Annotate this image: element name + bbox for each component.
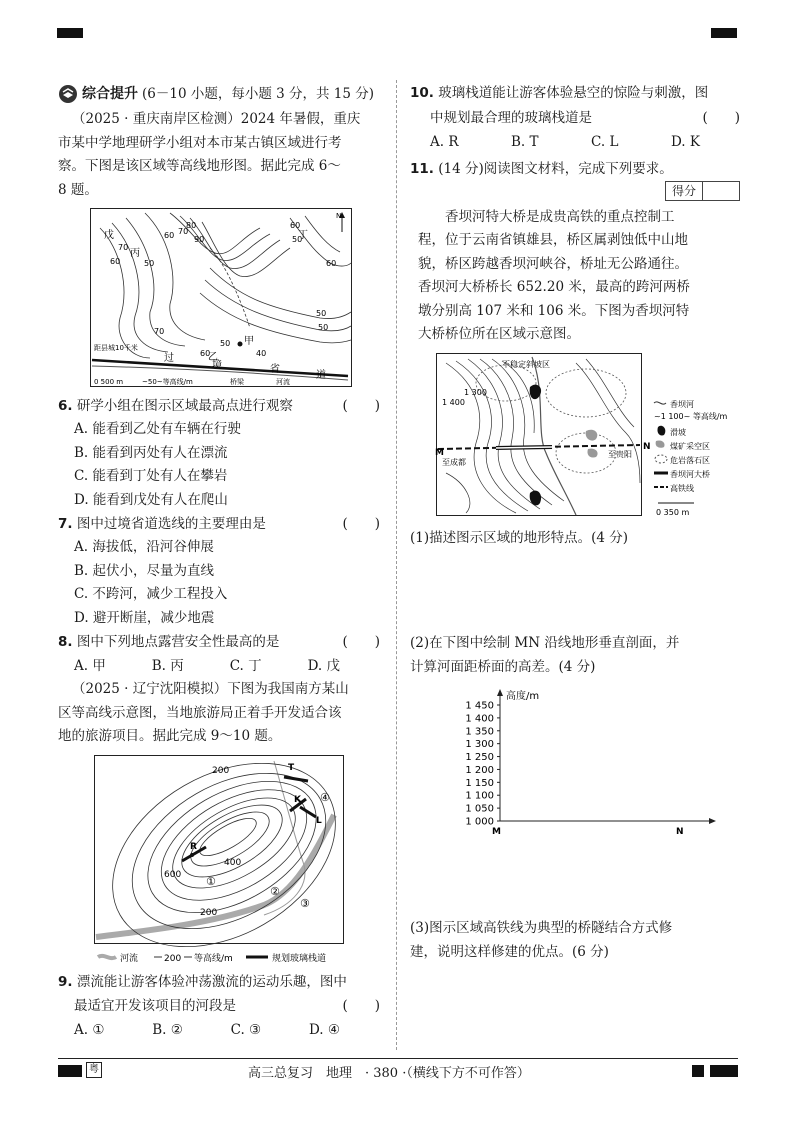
map1-contour: 70 xyxy=(118,243,129,252)
q11-material-line: 貌，桥区跨越香坝河峡谷，桥址无公路通往。 xyxy=(418,255,688,272)
map2-legend: 河流 xyxy=(120,953,139,964)
question-10 xyxy=(410,82,740,154)
q11-material-line: 香坝河大桥桥长 652.20 米，最高的跨河两桥 xyxy=(418,279,690,295)
intro2-line: 地的旅游项目。据此完成 9～10 题。 xyxy=(58,728,282,744)
q6-stem: 研学小组在图示区域最高点进行观察 xyxy=(76,398,293,414)
q9-num: 9. xyxy=(58,973,73,990)
profile-ytick-label: 1 200 xyxy=(465,764,494,776)
right-column xyxy=(410,82,740,1024)
q7-option[interactable]: B. 起伏小，尽量为直线 xyxy=(74,562,215,579)
q6-option[interactable]: C. 能看到丁处有人在攀岩 xyxy=(74,468,228,484)
profile-ytick-label: 1 450 xyxy=(465,700,494,712)
map3-scale: 0 350 m xyxy=(656,507,690,517)
map2-point: R xyxy=(190,841,197,852)
q9-option[interactable]: C. ③ xyxy=(230,1022,262,1038)
map2-legend: 等高线/m xyxy=(194,953,233,964)
map3-legend: 危岩落石区 xyxy=(670,455,710,465)
bridge-region-map xyxy=(436,353,736,521)
map3-label: 至贵阳 xyxy=(608,449,632,459)
q11-material xyxy=(410,205,740,347)
map1-contour: 70 xyxy=(154,327,165,336)
question-9 xyxy=(58,971,380,1043)
q11-stem: (14 分)阅读图文材料，完成下列要求。 xyxy=(438,160,673,177)
q7-stem: 图中过境省道选线的主要理由是 xyxy=(76,516,266,532)
q6-option[interactable]: B. 能看到丙处有人在漂流 xyxy=(74,444,228,461)
q8-option[interactable]: D. 戊 xyxy=(307,658,340,674)
q11-part2-line: 计算河面距桥面的高差。(4 分) xyxy=(410,658,596,675)
section-header xyxy=(58,82,380,106)
intro-6-8 xyxy=(58,108,380,202)
map3-legend: 煤矿采空区 xyxy=(670,441,710,451)
q6-option[interactable]: D. 能看到戊处有人在爬山 xyxy=(74,491,228,508)
contour-map-2-svg xyxy=(94,755,344,965)
q10-option[interactable]: C. L xyxy=(591,133,619,150)
map3-legend: 高铁线 xyxy=(670,483,694,493)
footer-mark-right-small xyxy=(692,1065,704,1077)
map2-legend: 规划玻璃栈道 xyxy=(272,953,327,964)
map1-north: N xyxy=(336,212,342,220)
bridge-region-map-svg xyxy=(436,353,736,521)
q8-option[interactable]: C. 丁 xyxy=(229,658,262,674)
score-box xyxy=(665,181,740,201)
map3-legend: 香坝河 xyxy=(670,399,694,409)
q7-option[interactable]: A. 海拔低，沿河谷伸展 xyxy=(74,539,214,555)
q7-option[interactable]: D. 避开断崖，减少地震 xyxy=(74,609,215,626)
map1-label: 过 xyxy=(164,353,174,364)
score-field[interactable] xyxy=(703,182,739,200)
q10-bracket[interactable]: ( ) xyxy=(702,109,740,126)
question-8 xyxy=(58,630,380,678)
q9-option[interactable]: D. ④ xyxy=(308,1022,340,1038)
intro1-line: 8 题。 xyxy=(58,181,98,198)
q11-part3-line: 建，说明这样修建的优点。(6 分) xyxy=(410,943,609,960)
left-column xyxy=(58,82,380,1042)
q8-stem: 图中下列地点露营安全性最高的是 xyxy=(76,634,280,650)
map1-contour: 70 xyxy=(178,227,189,236)
map1-label: 境 xyxy=(212,360,222,371)
q11-material-line: 大桥桥位所在区域示意图。 xyxy=(418,326,580,342)
map3-legend: 香坝河大桥 xyxy=(670,469,710,479)
q9-bracket[interactable]: ( ) xyxy=(342,998,380,1014)
map2-segment: ② xyxy=(270,884,280,898)
map2-contour: 400 xyxy=(224,857,242,868)
map1-contour: 60 xyxy=(164,231,175,240)
map1-contour: 90 xyxy=(194,235,205,244)
map1-label: 乙 xyxy=(208,352,218,363)
question-11 xyxy=(410,158,740,1025)
q10-stem: 玻璃栈道能让游客体验悬空的惊险与刺激，图 xyxy=(438,85,709,101)
map1-legend: 0 500 m xyxy=(94,378,124,386)
map1-contour: 60 xyxy=(110,257,121,266)
q6-bracket[interactable]: ( ) xyxy=(342,398,380,414)
question-7 xyxy=(58,512,380,630)
answer-space-part2[interactable] xyxy=(410,843,740,917)
intro-9-10 xyxy=(58,678,380,749)
map1-legend: ~50~等高线/m xyxy=(142,378,193,386)
map1-label: 戊 xyxy=(104,230,114,241)
map3-legend: ~1 100~ 等高线/m xyxy=(654,411,728,421)
intro2-line: 区等高线示意图，当地旅游局正着手开发适合该 xyxy=(58,704,342,721)
intro1-line: 察。下图是该区域等高线地形图。据此完成 6～ xyxy=(58,158,341,174)
intro1-line: （2025 · 重庆南岸区检测）2024 年暑假，重庆 xyxy=(72,111,361,127)
corner-mark-top-left xyxy=(57,28,83,38)
map3-legend: 滑坡 xyxy=(670,427,686,437)
map1-label: 甲 xyxy=(244,336,254,347)
intro1-line: 市某中学地理研学小组对本市某古镇区域进行考 xyxy=(58,134,342,151)
profile-ylabel: 高度/m xyxy=(506,691,540,702)
section-title: 综合提升 xyxy=(82,86,138,102)
section-badge-icon xyxy=(58,84,78,104)
q9-option[interactable]: A. ① xyxy=(74,1022,105,1038)
profile-chart[interactable] xyxy=(450,687,720,837)
footer-mark-right xyxy=(710,1065,738,1077)
q9-stem: 漂流能让游客体验冲荡激流的运动乐趣，图中 xyxy=(76,973,347,990)
map2-segment: ④ xyxy=(320,790,330,804)
map1-contour: 60 xyxy=(290,221,301,230)
q11-material-line: 程，位于云南省镇雄县，桥区属剥蚀低中山地 xyxy=(418,232,688,248)
contour-map-1-svg xyxy=(90,208,352,388)
intro2-line: （2025 · 辽宁沈阳模拟）下图为我国南方某山 xyxy=(72,681,349,697)
q11-material-line: 墩分别高 107 米和 106 米。下图为香坝河特 xyxy=(418,302,690,319)
q9-stem: 最适宜开发该项目的河段是 xyxy=(74,998,236,1014)
map3-label: 1 300 xyxy=(464,387,487,397)
map2-segment: ① xyxy=(206,874,216,888)
corner-mark-top-right xyxy=(711,28,737,38)
q10-option[interactable]: B. T xyxy=(511,133,539,150)
map3-label: N xyxy=(643,441,651,452)
section-range: (6－10 小题，每小题 3 分，共 15 分) xyxy=(142,86,375,102)
map3-label: M xyxy=(435,447,444,458)
map3-label: 至成都 xyxy=(442,457,466,467)
map1-contour: 40 xyxy=(256,349,267,358)
map1-contour: 80 xyxy=(186,221,197,230)
footer-center: 高三总复习 地理 · 380 ·（横线下方不可作答） xyxy=(248,1066,530,1081)
q7-bracket[interactable]: ( ) xyxy=(342,516,380,532)
q8-option[interactable]: A. 甲 xyxy=(74,658,106,674)
q6-num: 6. xyxy=(58,398,73,414)
footer-region: 粤 xyxy=(86,1062,102,1078)
profile-ytick-label: 1 100 xyxy=(465,790,494,802)
map1-legend: 桥梁 xyxy=(230,378,244,386)
contour-map-2 xyxy=(94,755,344,965)
score-label: 得分 xyxy=(666,182,703,200)
profile-x-end: N xyxy=(676,827,684,837)
q7-option[interactable]: C. 不跨河，减少工程投入 xyxy=(74,586,228,602)
map1-label: 丙 xyxy=(130,248,140,259)
q10-option[interactable]: A. R xyxy=(430,133,459,150)
q11-num: 11. xyxy=(410,160,434,177)
map3-label: 1 400 xyxy=(442,397,465,407)
profile-ytick-label: 1 150 xyxy=(465,777,494,789)
map1-contour: 50 xyxy=(316,309,327,318)
profile-ytick-label: 1 250 xyxy=(465,752,494,764)
answer-space-part3[interactable] xyxy=(410,964,740,1024)
profile-ytick-label: 1 350 xyxy=(465,726,494,738)
q10-option[interactable]: D. K xyxy=(670,133,700,150)
profile-ytick-label: 1 000 xyxy=(465,816,494,828)
q11-part2-line: (2)在下图中绘制 MN 沿线地形垂直剖面，并 xyxy=(410,635,680,651)
profile-ticks xyxy=(465,701,500,828)
map2-contour: 200 xyxy=(212,765,230,776)
contour-map-1 xyxy=(90,208,352,388)
footer-mark-left xyxy=(58,1065,82,1077)
profile-chart-svg xyxy=(450,687,720,837)
map3-label: 不稳定斜坡区 xyxy=(502,359,550,369)
map1-legend: 河流 xyxy=(276,378,290,386)
q8-num: 8. xyxy=(58,634,73,650)
map1-label: 省 xyxy=(270,364,280,375)
map1-contour: 50 xyxy=(292,235,303,244)
map2-contour: 600 xyxy=(164,869,182,880)
page-footer xyxy=(58,1058,738,1083)
q10-stem: 中规划最合理的玻璃栈道是 xyxy=(430,109,592,126)
column-divider xyxy=(396,80,397,1050)
q9-option[interactable]: B. ② xyxy=(152,1022,183,1038)
map2-point: K xyxy=(294,794,301,805)
map2-point: T xyxy=(288,762,295,773)
map1-label: 道 xyxy=(316,370,326,381)
map1-contour: 50 xyxy=(318,323,329,332)
profile-ytick-label: 1 300 xyxy=(465,739,494,751)
q8-option[interactable]: B. 丙 xyxy=(151,658,184,674)
map1-label: 丁 xyxy=(298,230,308,241)
q8-bracket[interactable]: ( ) xyxy=(342,634,380,650)
q11-material-line: 香坝河特大桥是成贵高铁的重点控制工 xyxy=(445,209,675,225)
q10-num: 10. xyxy=(410,85,434,101)
profile-ytick-label: 1 400 xyxy=(465,713,494,725)
map2-point: L xyxy=(316,815,322,826)
map2-contour: 200 xyxy=(200,907,218,918)
map1-contour: 60 xyxy=(200,349,211,358)
map1-contour: 50 xyxy=(144,259,155,268)
map2-segment: ③ xyxy=(300,896,310,910)
profile-x-start: M xyxy=(492,827,501,837)
q11-part1: (1)描述图示区域的地形特点。(4 分) xyxy=(410,529,629,546)
question-6 xyxy=(58,394,380,512)
map1-contour: 50 xyxy=(220,339,231,348)
q11-part3-line: (3)图示区域高铁线为典型的桥隧结合方式修 xyxy=(410,920,673,936)
q7-num: 7. xyxy=(58,516,73,532)
map1-distance-note: 距县城10千米 xyxy=(94,344,138,352)
profile-ytick-label: 1 050 xyxy=(465,803,494,815)
answer-space-part1[interactable] xyxy=(410,550,740,632)
map1-contour: 60 xyxy=(326,259,337,268)
q6-option[interactable]: A. 能看到乙处有车辆在行驶 xyxy=(74,421,241,437)
map2-legend: 200 xyxy=(164,953,182,964)
